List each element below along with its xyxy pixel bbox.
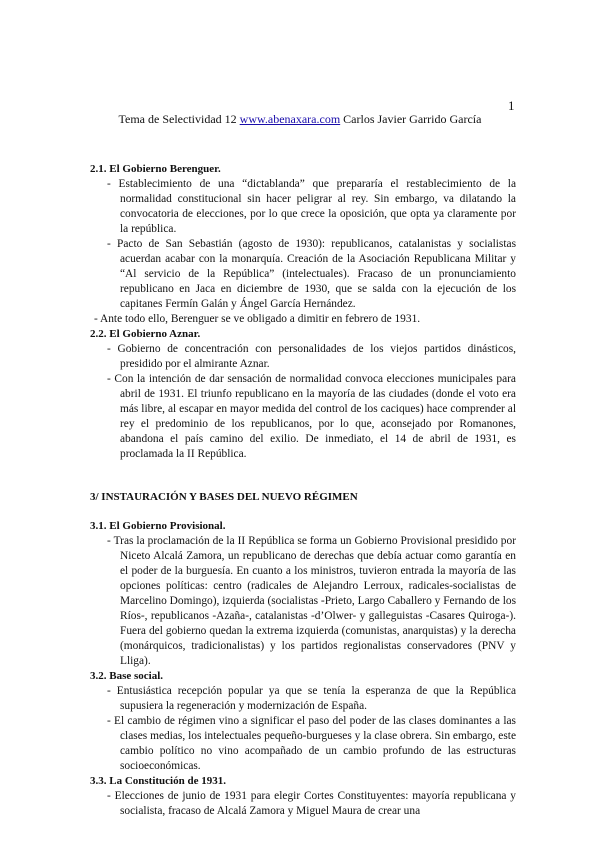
section-3-heading: 3/ INSTAURACIÓN Y BASES DEL NUEVO RÉGIMEN [90, 491, 358, 503]
section-3-1-bullet-1: - Tras la proclamación de la II República se forma un Gobierno Provisional presidido por Niceto Alcalá Zamora, un republicano de derechas que debía actuar como garantía en el poder de la burguesía. En cuanto a los ministros, tuvieron entrada la mayoría de las opciones políticas: centro (radicales de Alejandro Lerroux, radicales-socialistas de Marcelino Domingo), izquierda (socialistas -Prieto, Largo Caballero y Fernando de los Ríos-, republicanos -Azaña-, catalanistas -d’Olwer- y galleguistas -Casares Quiroga-). Fuera del gobierno quedan la extrema izquierda (comunistas, anarquistas) y la derecha (monárquicos, tradicionalistas) y los partidos regionalistas conservadores (PNV y Lliga). [107, 535, 516, 667]
section-3-3-title: 3.3. La Constitución de 1931. [90, 775, 226, 787]
section-3-2-title: 3.2. Base social. [90, 670, 164, 682]
section-2-1-title: 2.1. El Gobierno Berenguer. [90, 163, 221, 175]
header-title: Tema de Selectividad 12 [118, 112, 237, 126]
section-2-1-bullet-1: - Establecimiento de una “dictablanda” que prepararía el restablecimiento de la normalidad constitucional sin hacer peligrar al rey. Sin embargo, va dilatando la convocatoria de elecciones, por lo que crece la oposición, que opta ya claramente por la república. [107, 178, 516, 235]
section-2-2-title: 2.2. El Gobierno Aznar. [90, 328, 201, 340]
section-2-1-bullet-3: - Ante todo ello, Berenguer se ve obligado a dimitir en febrero de 1931. [94, 313, 421, 325]
section-3-1-title: 3.1. El Gobierno Provisional. [90, 520, 226, 532]
section-3-2-bullet-1: - Entusiástica recepción popular ya que se tenía la esperanza de que la República supusiera la regeneración y modernización de España. [107, 685, 516, 712]
page-number: 1 [508, 98, 515, 113]
section-2-2-bullet-2: - Con la intención de dar sensación de normalidad convoca elecciones municipales para abril de 1931. El triunfo republicano en la mayoría de las ciudades (donde el voto era más libre, al escapar en mayor medida del control de los caciques) hace comprender al rey el predominio de los republicanos, por lo que, aconsejado por Romanones, abandona el país camino del exilio. De inmediato, el 14 de abril de 1931, es proclamada la II República. [107, 373, 516, 460]
header-link[interactable]: www.abenaxara.com [239, 112, 341, 126]
document-header [0, 112, 600, 127]
section-2-1-bullet-2: - Pacto de San Sebastián (agosto de 1930): republicanos, catalanistas y socialistas acuerdan acabar con la monarquía. Creación de la Asociación Republicana Militar y “Al servicio de la República” (intelectuales). Fracaso de un pronunciamiento republicano en Jaca en diciembre de 1930, que se salda con la ejecución de los capitanes Fermín Galán y Ángel García Hernández. [107, 238, 516, 310]
section-2-2-bullet-1: - Gobierno de concentración con personalidades de los viejos partidos dinásticos, presidido por el almirante Aznar. [107, 343, 516, 370]
section-3-2-bullet-2: - El cambio de régimen vino a significar el paso del poder de las clases dominantes a las clases medias, los intelectuales pequeño-burgueses y la clase obrera. Sin embargo, este cambio político no vino acompañado de un cambio profundo de las estructuras socioeconómicas. [107, 715, 516, 772]
header-author: Carlos Javier Garrido García [343, 112, 482, 126]
document-body [90, 162, 516, 819]
section-3-3-bullet-1: - Elecciones de junio de 1931 para elegir Cortes Constituyentes: mayoría republicana y socialista, fracaso de Alcalá Zamora y Miguel Maura de crear una [107, 790, 516, 817]
